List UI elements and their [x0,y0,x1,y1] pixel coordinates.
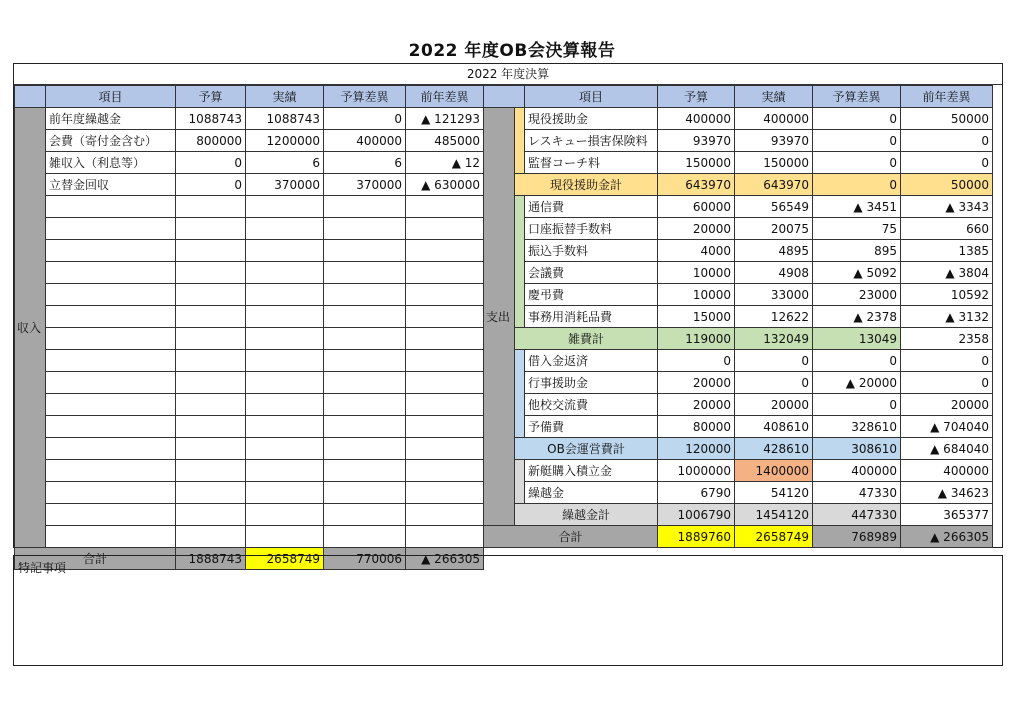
income-budget [176,306,246,328]
expense-prev-diff: 0 [901,152,993,174]
income-budget-diff [324,504,406,526]
income-budget-diff: 0 [324,108,406,130]
table-row [484,130,993,152]
table-row [15,240,484,262]
income-actual [246,218,324,240]
income-actual: 6 [246,152,324,174]
expense-item: 事務用消耗品費 [525,306,658,328]
expense-item: 繰越金 [525,482,658,504]
income-budget: 0 [176,174,246,196]
expense-actual: 1400000 [735,460,813,482]
expense-actual: 93970 [735,130,813,152]
table-row [484,108,993,130]
report-subtitle: 2022 年度決算 [14,64,1002,85]
income-total-budget-diff: 770006 [324,548,406,570]
income-prev-diff [406,196,484,218]
table-row [15,306,484,328]
expense-item: 行事援助金 [525,372,658,394]
expense-budget-diff: 0 [813,174,901,196]
table-row [15,460,484,482]
expense-budget-diff: 308610 [813,438,901,460]
expense-item: 振込手数料 [525,240,658,262]
header-budget-diff: 予算差異 [813,86,901,108]
income-actual [246,196,324,218]
table-row [15,328,484,350]
expense-item: 会議費 [525,262,658,284]
expense-subtotal-label: 現役援助金計 [515,174,658,196]
expense-budget: 120000 [658,438,735,460]
income-item [46,196,176,218]
income-budget [176,328,246,350]
expense-budget: 4000 [658,240,735,262]
income-actual [246,306,324,328]
income-item [46,438,176,460]
income-budget [176,394,246,416]
expense-prev-diff: 2358 [901,328,993,350]
income-budget [176,350,246,372]
income-actual: 370000 [246,174,324,196]
table-row [15,372,484,394]
group-strip [515,350,525,438]
income-actual [246,350,324,372]
table-row [484,284,993,306]
table-row [484,328,993,350]
income-item [46,350,176,372]
income-item [46,372,176,394]
notes-label: 特記事項 [18,561,67,575]
table-row [15,174,484,196]
table-row [15,218,484,240]
expense-budget-diff: 0 [813,350,901,372]
header-item: 項目 [525,86,658,108]
expense-prev-diff: 10592 [901,284,993,306]
table-row [484,394,993,416]
income-budget-diff [324,526,406,548]
expense-budget: 6790 [658,482,735,504]
expense-item: 監督コーチ料 [525,152,658,174]
expense-total-row [484,526,993,548]
table-row [15,482,484,504]
table-row [484,438,993,460]
expense-budget: 1000000 [658,460,735,482]
expense-budget-diff: 447330 [813,504,901,526]
table-row [484,152,993,174]
expense-item: 借入金返済 [525,350,658,372]
income-budget [176,240,246,262]
table-row [15,152,484,174]
expense-budget-diff: 75 [813,218,901,240]
table-row [15,262,484,284]
income-item [46,262,176,284]
income-budget [176,372,246,394]
income-budget [176,460,246,482]
income-item [46,284,176,306]
table-row [15,504,484,526]
expense-budget: 93970 [658,130,735,152]
income-item [46,306,176,328]
expense-header-row [484,86,993,108]
table-row [15,284,484,306]
expense-subtotal-label: 繰越金計 [515,504,658,526]
income-actual [246,372,324,394]
expense-actual: 643970 [735,174,813,196]
expense-item: レスキュー損害保険料 [525,130,658,152]
income-budget [176,504,246,526]
expense-budget-diff: 0 [813,130,901,152]
expense-prev-diff: 50000 [901,174,993,196]
income-budget-diff: 6 [324,152,406,174]
expense-budget-diff: 13049 [813,328,901,350]
expense-item: 口座振替手数料 [525,218,658,240]
income-budget-diff [324,196,406,218]
income-budget-diff [324,438,406,460]
income-budget [176,526,246,548]
expense-budget: 643970 [658,174,735,196]
income-prev-diff [406,482,484,504]
income-prev-diff [406,262,484,284]
income-actual [246,416,324,438]
expense-actual: 20075 [735,218,813,240]
expense-budget: 20000 [658,394,735,416]
expense-actual: 132049 [735,328,813,350]
expense-actual: 0 [735,350,813,372]
income-prev-diff: ▲ 630000 [406,174,484,196]
table-row [15,416,484,438]
expense-budget: 20000 [658,372,735,394]
table-row [484,350,993,372]
expense-budget-diff: 0 [813,394,901,416]
expense-item: 他校交流費 [525,394,658,416]
income-total-label: 合計 [15,548,176,570]
expense-budget: 10000 [658,262,735,284]
income-prev-diff [406,372,484,394]
income-item [46,460,176,482]
income-actual [246,394,324,416]
income-item [46,416,176,438]
income-actual [246,438,324,460]
header-blank [15,86,46,108]
income-budget-diff [324,306,406,328]
table-row [15,526,484,548]
income-budget-diff: 370000 [324,174,406,196]
expense-budget-diff: ▲ 2378 [813,306,901,328]
income-budget: 0 [176,152,246,174]
income-budget [176,438,246,460]
income-actual [246,526,324,548]
income-prev-diff: ▲ 121293 [406,108,484,130]
income-prev-diff [406,504,484,526]
income-actual [246,504,324,526]
expense-budget-diff: 328610 [813,416,901,438]
income-table [14,85,484,570]
table-row [484,372,993,394]
income-budget-diff [324,350,406,372]
table-row [484,174,993,196]
expense-item: 通信費 [525,196,658,218]
expense-budget: 15000 [658,306,735,328]
expense-actual: 4895 [735,240,813,262]
expense-actual: 54120 [735,482,813,504]
expense-item: 予備費 [525,416,658,438]
income-actual [246,328,324,350]
income-prev-diff [406,328,484,350]
table-row [484,416,993,438]
expense-actual: 150000 [735,152,813,174]
expense-actual: 408610 [735,416,813,438]
income-budget-diff [324,218,406,240]
table-row [484,240,993,262]
income-actual [246,262,324,284]
income-budget-diff [324,240,406,262]
expense-actual: 33000 [735,284,813,306]
expense-prev-diff: ▲ 34623 [901,482,993,504]
table-row [15,394,484,416]
income-budget [176,196,246,218]
report-title: 2022 年度OB会決算報告 [408,41,616,61]
income-actual [246,460,324,482]
expense-total-budget: 1889760 [658,526,735,548]
expense-budget-diff: 0 [813,152,901,174]
expense-prev-diff: 50000 [901,108,993,130]
expense-actual: 0 [735,372,813,394]
table-row [484,306,993,328]
table-row [484,482,993,504]
income-prev-diff [406,438,484,460]
expense-item: 現役援助金 [525,108,658,130]
expense-subtotal-label: OB会運営費計 [515,438,658,460]
expense-budget: 20000 [658,218,735,240]
header-budget: 予算 [658,86,735,108]
table-row [15,196,484,218]
income-prev-diff [406,240,484,262]
income-prev-diff [406,350,484,372]
expense-budget: 400000 [658,108,735,130]
expense-actual: 12622 [735,306,813,328]
income-prev-diff [406,460,484,482]
expense-budget-diff: 23000 [813,284,901,306]
income-item [46,482,176,504]
expense-prev-diff: 365377 [901,504,993,526]
income-item [46,394,176,416]
income-prev-diff [406,416,484,438]
header-blank [484,86,525,108]
expense-prev-diff: 1385 [901,240,993,262]
expense-table [483,85,993,548]
income-item: 雑収入（利息等） [46,152,176,174]
expense-total-budget-diff: 768989 [813,526,901,548]
income-prev-diff [406,306,484,328]
header-item: 項目 [46,86,176,108]
expense-budget: 1006790 [658,504,735,526]
header-prev-diff: 前年差異 [406,86,484,108]
expense-budget-diff: ▲ 3451 [813,196,901,218]
expense-actual: 56549 [735,196,813,218]
table-row [15,108,484,130]
expense-budget-diff: ▲ 5092 [813,262,901,284]
header-actual: 実績 [246,86,324,108]
income-item [46,218,176,240]
header-actual: 実績 [735,86,813,108]
income-budget-diff [324,372,406,394]
expense-prev-diff: 0 [901,130,993,152]
income-actual: 1200000 [246,130,324,152]
expense-prev-diff: 400000 [901,460,993,482]
expense-subtotal-label: 雑費計 [515,328,658,350]
group-strip [515,196,525,328]
expense-prev-diff: 660 [901,218,993,240]
expense-actual: 4908 [735,262,813,284]
income-actual [246,284,324,306]
income-budget-diff [324,482,406,504]
expense-total-prev-diff: ▲ 266305 [901,526,993,548]
income-prev-diff [406,218,484,240]
header-prev-diff: 前年差異 [901,86,993,108]
income-budget-diff [324,416,406,438]
expense-item: 新艇購入積立金 [525,460,658,482]
income-total-actual: 2658749 [246,548,324,570]
expense-prev-diff: 20000 [901,394,993,416]
income-budget [176,262,246,284]
income-budget [176,482,246,504]
expense-side-label: 支出 [484,108,515,526]
income-actual [246,240,324,262]
income-budget-diff [324,328,406,350]
income-total-prev-diff: ▲ 266305 [406,548,484,570]
expense-budget-diff: 895 [813,240,901,262]
income-item [46,504,176,526]
expense-budget: 80000 [658,416,735,438]
income-item: 会費（寄付金含む） [46,130,176,152]
income-budget [176,416,246,438]
income-prev-diff: 485000 [406,130,484,152]
income-budget: 800000 [176,130,246,152]
expense-budget: 10000 [658,284,735,306]
table-row [484,218,993,240]
income-budget-diff [324,460,406,482]
table-row [484,460,993,482]
expense-total-label: 合計 [484,526,658,548]
expense-actual: 20000 [735,394,813,416]
income-budget-diff [324,284,406,306]
table-row [484,504,993,526]
income-item [46,526,176,548]
expense-total-actual: 2658749 [735,526,813,548]
income-budget: 1088743 [176,108,246,130]
expense-prev-diff: ▲ 684040 [901,438,993,460]
income-budget [176,218,246,240]
income-prev-diff: ▲ 12 [406,152,484,174]
expense-item: 慶弔費 [525,284,658,306]
income-item: 立替金回収 [46,174,176,196]
notes-box[interactable] [13,555,1003,666]
expense-budget: 0 [658,350,735,372]
table-row [15,438,484,460]
income-budget-diff [324,262,406,284]
income-item: 前年度繰越金 [46,108,176,130]
expense-prev-diff: 0 [901,372,993,394]
income-header-row [15,86,484,108]
table-row [15,350,484,372]
expense-budget: 119000 [658,328,735,350]
income-budget-diff: 400000 [324,130,406,152]
expense-budget: 150000 [658,152,735,174]
header-budget: 予算 [176,86,246,108]
income-actual: 1088743 [246,108,324,130]
expense-actual: 1454120 [735,504,813,526]
income-side-label: 収入 [15,108,46,548]
expense-prev-diff: ▲ 704040 [901,416,993,438]
expense-prev-diff: ▲ 3343 [901,196,993,218]
expense-actual: 400000 [735,108,813,130]
expense-budget-diff: 0 [813,108,901,130]
income-prev-diff [406,394,484,416]
income-total-budget: 1888743 [176,548,246,570]
expense-prev-diff: 0 [901,350,993,372]
expense-prev-diff: ▲ 3804 [901,262,993,284]
income-budget-diff [324,394,406,416]
income-actual [246,482,324,504]
group-strip [515,460,525,504]
income-item [46,240,176,262]
table-row [484,196,993,218]
table-row [484,262,993,284]
expense-budget-diff: 47330 [813,482,901,504]
income-item [46,328,176,350]
group-strip [515,108,525,174]
header-budget-diff: 予算差異 [324,86,406,108]
expense-budget-diff: 400000 [813,460,901,482]
income-prev-diff [406,526,484,548]
expense-budget-diff: ▲ 20000 [813,372,901,394]
income-prev-diff [406,284,484,306]
expense-prev-diff: ▲ 3132 [901,306,993,328]
expense-budget: 60000 [658,196,735,218]
table-row [15,130,484,152]
income-budget [176,284,246,306]
expense-actual: 428610 [735,438,813,460]
